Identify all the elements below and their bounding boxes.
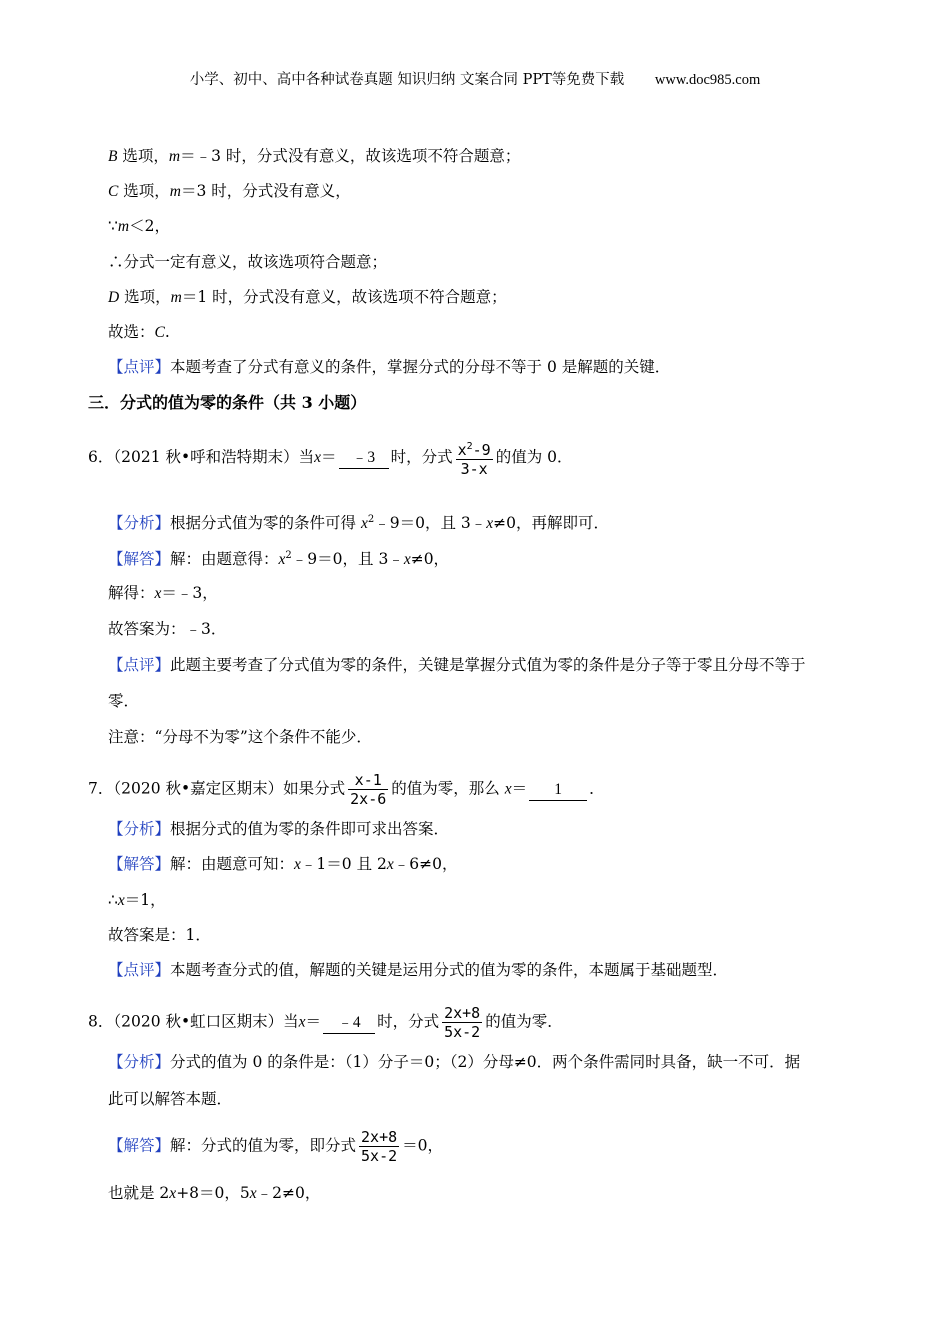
comment-text: 此题主要考查了分式值为零的条件，关键是掌握分式值为零的条件是分子等于零且分母不等于 [170, 656, 806, 674]
comment-tag: 【点评】 [108, 358, 171, 376]
fraction [359, 1128, 399, 1165]
question-number: 6． [88, 448, 114, 466]
option-b-text2: ＝﹣3 时，分式没有意义，故该选项不符合题意； [180, 147, 521, 165]
also-text2: +8＝0，5 [176, 1184, 250, 1202]
var-x: x [249, 1185, 257, 1202]
comment-tag: 【点评】 [108, 961, 171, 979]
fraction-numerator [456, 438, 493, 460]
question-source: （2020 秋•嘉定区期末）如果分式 [113, 779, 346, 798]
equals: ＝ [321, 448, 337, 466]
solution-text: 解：由题意得： [170, 550, 279, 569]
question-end: 的值为 0． [495, 448, 573, 466]
question-end: ． [589, 779, 605, 798]
var-x: x [278, 551, 286, 569]
q7-comment [108, 959, 728, 981]
q6-note: 注意：“分母不为零”这个条件不能少． [108, 728, 372, 746]
q8-also [108, 1182, 320, 1205]
solution-tag: 【解答】 [108, 855, 171, 873]
answer-blank: 1 [529, 780, 587, 801]
analysis-text: 根据分式值为零的条件可得 [170, 514, 361, 533]
q8-analysis [108, 1051, 800, 1073]
q8-solution [108, 1128, 443, 1165]
solution-text3: ≠0， [410, 550, 450, 569]
solved-text: 解得： [108, 584, 155, 602]
analysis-tag: 【分析】 [108, 514, 171, 533]
question-text: 的值为零，那么 [391, 779, 505, 798]
page-header [0, 68, 950, 89]
q7-line [88, 771, 605, 808]
var-x: x [314, 449, 322, 466]
section-title: 三．分式的值为零的条件（共 3 小题） [88, 393, 367, 412]
q7-analysis [108, 818, 449, 840]
also-text: 也就是 2 [108, 1184, 170, 1202]
var-x: x [360, 515, 368, 533]
superscript: 2 [367, 514, 375, 525]
analysis-text2: ﹣9＝0，且 3﹣ [374, 514, 487, 533]
var-m: m [168, 148, 181, 165]
option-b-letter: B [108, 148, 118, 165]
question-text: 时，分式 [377, 1012, 440, 1031]
fraction [348, 771, 388, 808]
option-c-line [108, 180, 351, 203]
fraction-numerator: x-1 [348, 771, 388, 790]
var-x: x [298, 1013, 306, 1031]
also-text3: ﹣2≠0， [256, 1184, 321, 1202]
choose-text: 故选： [108, 323, 155, 341]
question-number: 8． [88, 1012, 114, 1031]
answer-blank: ﹣3 [339, 448, 389, 469]
because-line [108, 215, 170, 238]
therefore-line: ∴分式一定有意义，故该选项符合题意； [108, 253, 388, 271]
analysis-tag: 【分析】 [108, 820, 171, 838]
option-d-text2: ＝1 时，分式没有意义，故该选项不符合题意； [181, 288, 507, 306]
q6-solution [108, 545, 449, 571]
fraction-numerator: 2x+8 [444, 1004, 481, 1022]
q6-final: 故答案为：﹣3． [108, 620, 227, 638]
option-d-text: 选项， [119, 288, 171, 306]
question-number: 7． [88, 779, 114, 798]
solution-tag: 【解答】 [108, 550, 171, 569]
question-text: 时，分式 [390, 448, 453, 466]
fraction-denominator: 5x-2 [361, 1147, 398, 1165]
question-source: （2020 秋•虹口区期末）当 [113, 1012, 299, 1031]
q6-comment [108, 654, 806, 676]
fraction [456, 438, 493, 478]
q7-solution [108, 853, 457, 876]
comment-text: 本题考查了分式有意义的条件，掌握分式的分母不等于 0 是解题的关键． [170, 358, 671, 376]
var-x: x [486, 515, 494, 533]
var-m: m [170, 289, 182, 306]
var-x: x [294, 856, 301, 873]
comment-text: 本题考查分式的值，解题的关键是运用分式的值为零的条件，本题属于基础题型． [170, 961, 729, 979]
analysis-tag: 【分析】 [108, 1053, 171, 1071]
comment-line-5 [108, 356, 670, 378]
analysis-text: 根据分式的值为零的条件即可求出答案． [170, 820, 450, 838]
q8-line [88, 1004, 563, 1041]
option-d-line [108, 286, 507, 309]
fraction [442, 1004, 482, 1041]
q8-analysis-cont: 此可以解答本题． [108, 1090, 233, 1108]
var-x: x [504, 780, 512, 798]
solution-text3: ﹣6≠0， [393, 855, 458, 873]
var-x: x [117, 892, 125, 909]
choose-value: C [154, 324, 165, 341]
option-b-line [108, 145, 520, 168]
answer-blank: ﹣4 [323, 1013, 375, 1034]
solution-text2: ＝0， [402, 1136, 444, 1155]
choose-end: . [164, 323, 170, 341]
fraction-denominator: 5x-2 [444, 1023, 481, 1041]
therefore-symbol: ∴ [108, 891, 118, 909]
solved-text2: ＝﹣3， [161, 584, 218, 602]
question-source: （2021 秋•呼和浩特期末）当 [113, 448, 315, 466]
var-m: m [169, 183, 181, 200]
var-m: m [117, 218, 130, 235]
solution-tag: 【解答】 [108, 1136, 171, 1155]
var-x: x [403, 551, 411, 569]
option-d-letter: D [108, 289, 120, 306]
analysis-text3: ≠0，再解即可． [493, 514, 609, 533]
question-end: 的值为零． [485, 1012, 563, 1031]
solution-text: 解：由题意可知： [170, 855, 295, 873]
because-text: ＜2， [129, 217, 170, 235]
option-c-text: 选项， [118, 182, 170, 200]
option-c-text2: ＝3 时，分式没有意义， [180, 182, 351, 200]
equals: ＝ [511, 779, 528, 798]
q7-final: 故答案是：1． [108, 926, 211, 944]
therefore-text: ＝1， [124, 891, 166, 909]
fraction-denominator: 2x-6 [350, 790, 387, 808]
solution-text: 解：分式的值为零，即分式 [170, 1136, 357, 1155]
analysis-text: 分式的值为 0 的条件是：（1）分子＝0；（2）分母≠0．两个条件需同时具备，缺一不可．据 [170, 1053, 801, 1071]
equals: ＝ [305, 1012, 322, 1031]
header-url[interactable]: www.doc985.com [654, 72, 761, 88]
q6-comment-cont: 零． [108, 692, 140, 710]
superscript: 2 [466, 441, 473, 452]
header-text: 小学、初中、高中各种试卷真题 知识归纳 文案合同 PPT等免费下载 [189, 72, 625, 88]
var-x: x [169, 1185, 177, 1202]
solution-text2: ﹣1＝0 且 2 [300, 855, 387, 873]
q6-solved [108, 582, 218, 605]
option-c-letter: C [108, 183, 119, 200]
numerator-x: x [457, 441, 467, 459]
choose-line [108, 321, 170, 344]
because-symbol: ∵ [108, 217, 118, 235]
superscript: 2 [285, 550, 292, 561]
q6-analysis [108, 509, 609, 535]
comment-tag: 【点评】 [108, 656, 171, 674]
var-x: x [386, 856, 394, 873]
solution-text2: ﹣9＝0，且 3﹣ [291, 550, 404, 569]
numerator-rest: -9 [472, 441, 491, 459]
option-b-text: 选项， [117, 147, 169, 165]
var-x: x [154, 585, 162, 602]
fraction-denominator: 3-x [460, 460, 488, 478]
q7-therefore [108, 889, 166, 912]
fraction-numerator: 2x+8 [361, 1128, 398, 1146]
q6-line [88, 438, 573, 478]
